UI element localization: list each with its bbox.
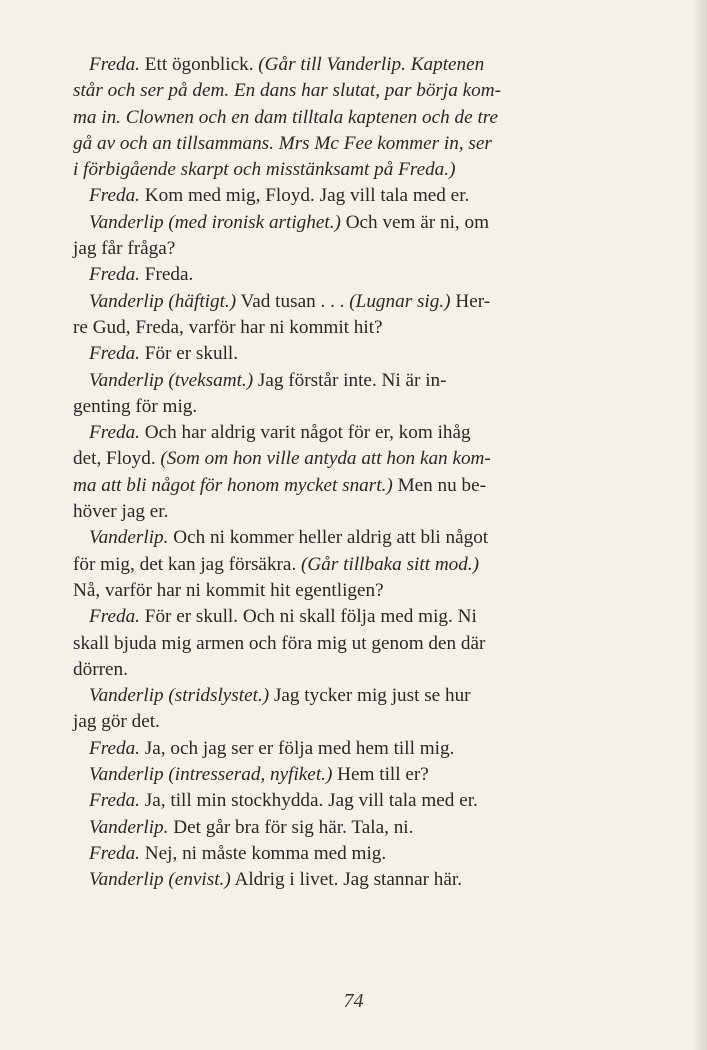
italic-text: gå av och an tillsammans. Mrs Mc Fee kommer in, ser <box>73 132 492 154</box>
italic-text: (Går tillbaka sitt mod.) <box>301 553 480 575</box>
text-line <box>73 105 637 131</box>
roman-text: re Gud, Freda, varför har ni kommit hit? <box>73 316 383 338</box>
text-line <box>89 183 637 209</box>
roman-text: Vad tusan . . . <box>236 290 350 312</box>
roman-text: det, Floyd. <box>73 448 161 470</box>
text-line <box>89 210 637 236</box>
roman-text: genting för mig. <box>73 395 198 417</box>
text-line <box>73 315 637 341</box>
italic-text: ma in. Clownen och en dam tilltala kaptenen och de tre <box>73 106 499 128</box>
roman-text: skall bjuda mig armen och föra mig ut genom den där <box>73 632 486 654</box>
roman-text: Aldrig i livet. Jag stannar här. <box>230 869 463 891</box>
text-line <box>89 604 637 630</box>
italic-text: Vanderlip (häftigt.) <box>89 290 237 312</box>
text-line <box>73 157 637 183</box>
text-line <box>89 368 637 394</box>
italic-text: i förbigående skarpt och misstänksamt på Freda.) <box>73 159 456 181</box>
text-line <box>89 788 637 814</box>
text-line <box>89 867 637 893</box>
text-line <box>73 78 637 104</box>
roman-text: Och vem är ni, om <box>340 211 490 233</box>
text-line <box>73 552 637 578</box>
text-line <box>89 762 637 788</box>
roman-text: höver jag er. <box>73 501 169 523</box>
roman-text: Kom med mig, Floyd. Jag vill tala med er. <box>139 185 470 207</box>
roman-text: jag får fråga? <box>73 238 176 260</box>
text-line <box>73 578 637 604</box>
text-line <box>89 736 637 762</box>
page-number: 74 <box>343 990 364 1012</box>
text-line <box>73 631 637 657</box>
italic-text: Freda. <box>89 737 140 759</box>
italic-text: (Lugnar sig.) <box>349 290 451 312</box>
page-edge-shadow <box>693 0 707 1050</box>
text-line <box>89 815 637 841</box>
italic-text: Freda. <box>89 606 140 628</box>
italic-text: Freda. <box>89 185 140 207</box>
roman-text: För er skull. <box>139 343 239 365</box>
roman-text: Det går bra för sig här. Tala, ni. <box>168 816 414 838</box>
roman-text: jag gör det. <box>73 711 160 733</box>
roman-text: Ja, till min stockhydda. Jag vill tala med er. <box>139 790 478 812</box>
text-line <box>89 525 637 551</box>
text-line <box>73 394 637 420</box>
italic-text: (Som om hon ville antyda att hon kan kom- <box>160 448 491 470</box>
roman-text: Nej, ni måste komma med mig. <box>139 842 387 864</box>
roman-text: för mig, det kan jag försäkra. <box>73 553 302 575</box>
roman-text: Och har aldrig varit något för er, kom ihåg <box>139 422 471 444</box>
italic-text: Vanderlip (envist.) <box>89 869 231 891</box>
text-line <box>89 289 637 315</box>
text-line <box>89 52 637 78</box>
italic-text: Vanderlip. <box>89 816 169 838</box>
italic-text: Vanderlip. <box>89 527 169 549</box>
roman-text: För er skull. Och ni skall följa med mig. Ni <box>139 606 477 628</box>
roman-text: dörren. <box>73 658 128 680</box>
text-line <box>73 446 637 472</box>
italic-text: Vanderlip (stridslystet.) <box>89 685 270 707</box>
roman-text: Ett ögonblick. <box>139 54 259 75</box>
text-line <box>89 341 637 367</box>
italic-text: Freda. <box>89 54 140 75</box>
text-line <box>73 131 637 157</box>
roman-text: Hem till er? <box>332 764 429 786</box>
italic-text: Freda. <box>89 422 140 444</box>
italic-text: Freda. <box>89 790 140 812</box>
italic-text: Vanderlip (med ironisk artighet.) <box>89 211 341 233</box>
roman-text: Ja, och jag ser er följa med hem till mig. <box>139 737 455 759</box>
italic-text: Vanderlip (intresserad, nyfiket.) <box>89 764 333 786</box>
text-line <box>73 473 637 499</box>
italic-text: Freda. <box>89 842 140 864</box>
text-line <box>89 841 637 867</box>
italic-text: Vanderlip (tveksamt.) <box>89 369 254 391</box>
roman-text: Jag förstår inte. Ni är in- <box>253 369 447 391</box>
text-line <box>73 709 637 735</box>
italic-text: Freda. <box>89 264 140 286</box>
roman-text: Men nu be- <box>392 474 487 496</box>
roman-text: Och ni kommer heller aldrig att bli något <box>168 527 489 549</box>
italic-text: står och ser på dem. En dans har slutat, par börja kom- <box>73 80 501 102</box>
text-block <box>73 52 637 894</box>
italic-text: ma att bli något för honom mycket snart.) <box>73 474 393 496</box>
text-line <box>73 236 637 262</box>
roman-text: Nå, varför har ni kommit hit egentligen? <box>73 579 384 601</box>
roman-text: Jag tycker mig just se hur <box>269 685 471 707</box>
text-line <box>73 657 637 683</box>
text-line <box>89 262 637 288</box>
roman-text: Her- <box>450 290 491 312</box>
text-line <box>73 499 637 525</box>
roman-text: Freda. <box>139 264 194 286</box>
italic-text: (Går till Vanderlip. Kaptenen <box>258 54 485 75</box>
italic-text: Freda. <box>89 343 140 365</box>
text-line <box>89 683 637 709</box>
text-line <box>89 420 637 446</box>
